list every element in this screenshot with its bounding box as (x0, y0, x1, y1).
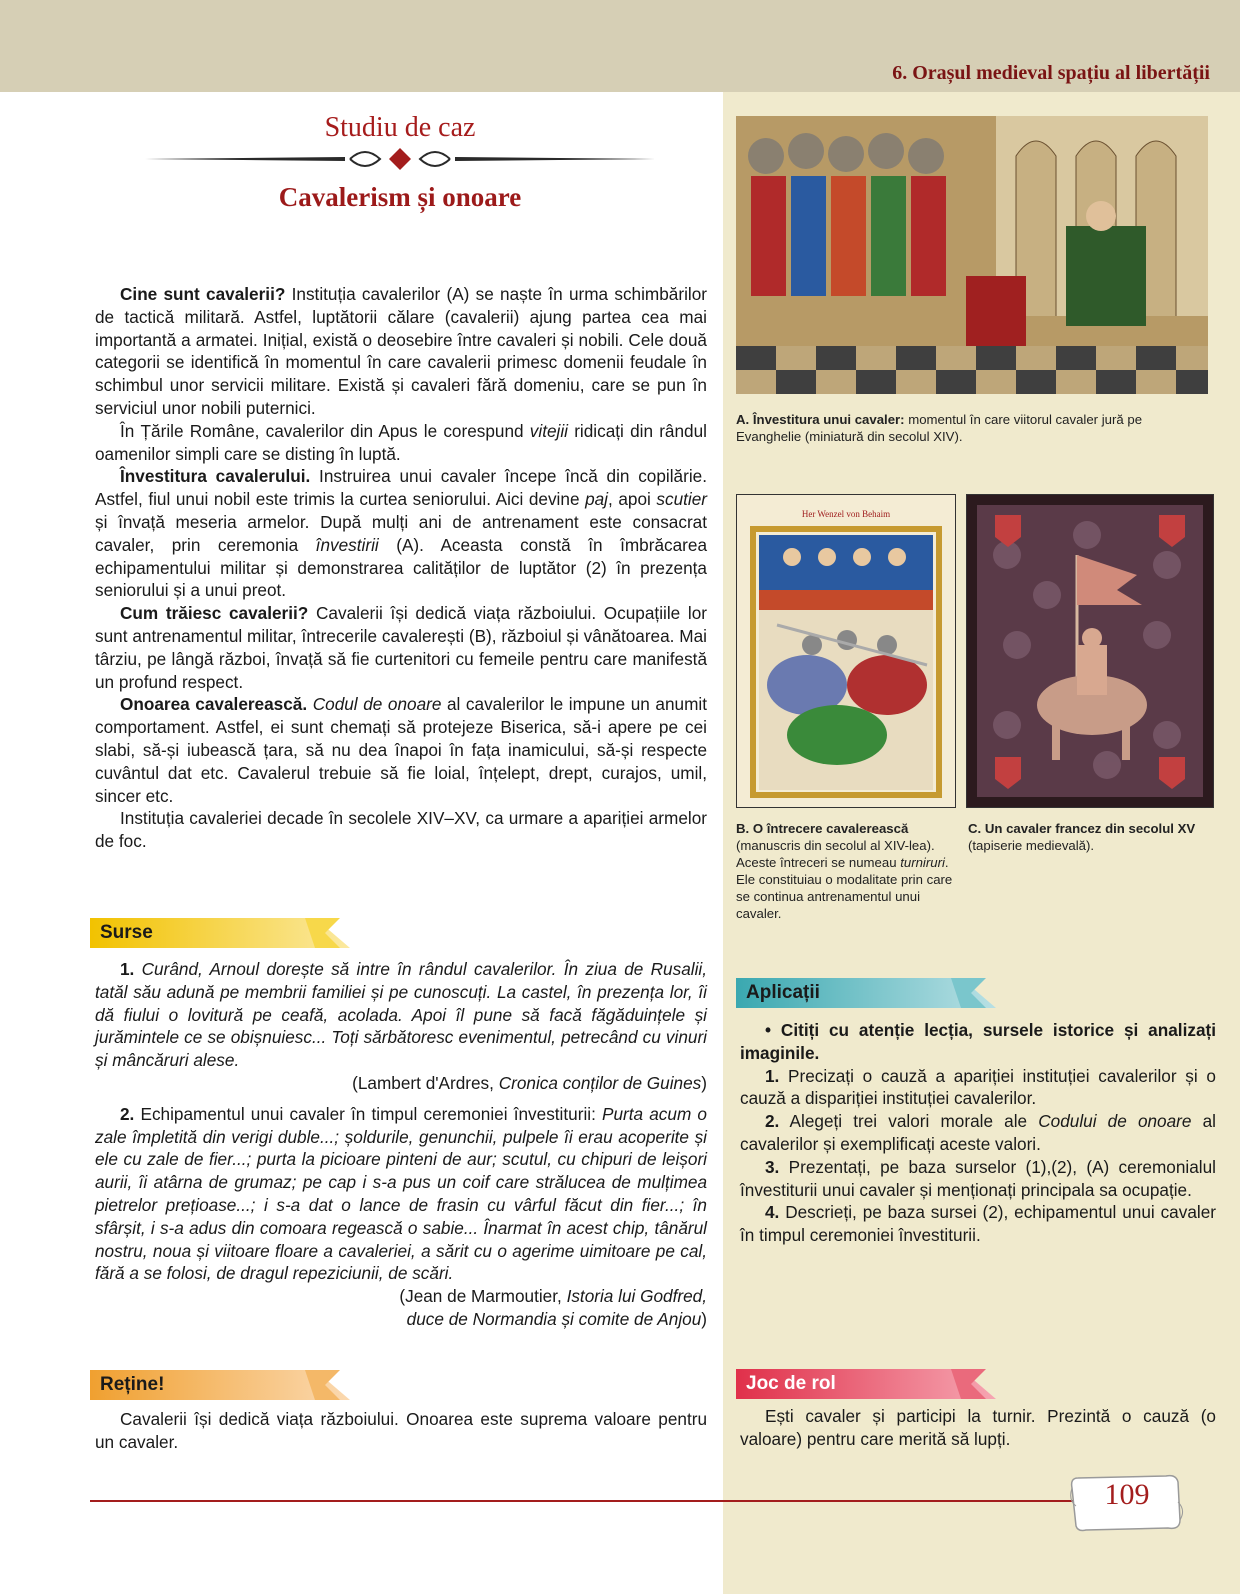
sources-text (95, 958, 707, 1331)
aplicatii-intro: • Citiți cu atenție lecția, sursele istorice și analizați imaginile. (740, 1020, 1216, 1063)
retine-text (95, 1408, 707, 1454)
aplicatii-text (740, 1019, 1216, 1247)
manuscript-heading: Her Wenzel von Behaim (801, 509, 891, 519)
aplicatii-banner: Aplicații (736, 978, 996, 1008)
chapter-title: 6. Orașul medieval spațiu al libertății (892, 62, 1210, 84)
figure-b-image (736, 494, 956, 808)
retine-paragraph: Cavalerii își dedică viața războiului. Onoarea este suprema valoare pentru un cavaler. (95, 1409, 707, 1452)
paragraph: Cine sunt cavalerii? Instituția cavalerilor (A) se naște în urma schimbărilor de tactică militară. Astfel, luptătorii călare (cavalerii) ajung partea cea mai importantă a armatei. Inițial, există o deosebire între cavaleri și nobili. Cele două categorii se identifică în momentul în care cavalerii primesc domenii feudale în schimbul unor servicii militare. Există și cavaleri fără domeniu, care se pun în serviciul unor nobili puternici. (95, 284, 708, 418)
retine-banner: Reține! (90, 1370, 350, 1400)
paragraph: Cum trăiesc cavalerii? Cavalerii își dedică viața războiului. Ocupațiile lor sunt antrenamentul militar, întrecerile cavalerești (B), războiul și vânătoarea. Mai târziu, pe lângă război, învață să fie curtenitori cu femeile pentru care manifestă un profund respect. (95, 603, 707, 692)
question: 4. Descrieți, pe baza sursei (2), echipamentul unui cavaler în timpul ceremoniei învestiturii. (740, 1202, 1216, 1246)
figure-a-image (736, 116, 1208, 394)
figure-c-caption: C. Un cavaler francez din secolul XV (tapiserie medievală). (968, 821, 1196, 853)
question: 2. Alegeți trei valori morale ale Codului de onoare al cavalerilor și exemplificați aceste valori. (740, 1111, 1216, 1154)
paragraph: Învestitura cavalerului. Instruirea unui cavaler începe încă din copilărie. Astfel, fiul unui nobil este trimis la curtea seniorului. Aici devine paj, apoi scutier și învață meseria armelor. După mulți ani de antrenament este consacrat cavaler, prin ceremonia învestirii (A). Aceasta constă în îmbrăcarea echipamentului militar și demonstrarea calităților de luptător (2) în prezența seniorului și a unui preot. (95, 466, 708, 601)
joc-paragraph: Ești cavaler și participi la turnir. Prezintă o cauză (o valoare) pentru care merită să lupți. (740, 1406, 1216, 1449)
source-1-author: (Lambert d'Ardres, Cronica conților de Guines) (352, 1072, 707, 1093)
main-text (95, 283, 707, 853)
footer-line (90, 1500, 1090, 1502)
figure-a-caption: A. Învestitura unui cavaler: momentul în care viitorul cavaler jură pe Evanghelie (miniatură din secolul XIV). (736, 412, 1143, 444)
surse-banner: Surse (90, 918, 350, 948)
figure-b-caption: B. O întrecere cavalerească (manuscris din secolul al XIV-lea). Aceste întreceri se numeau turniruri. Ele constituiau o modalitate prin care se continua antrenamentul unui cavaler. (736, 821, 953, 921)
section-label: Studiu de caz (324, 112, 476, 143)
joc-text (740, 1405, 1216, 1451)
figure-c-image (966, 494, 1214, 808)
joc-banner: Joc de rol (736, 1369, 996, 1399)
source-2: 2. Echipamentul unui cavaler în timpul ceremoniei învestiturii: Purta acum o zale împletită din verigi duble...; șoldurile, genunchii, pulpele îi erau acoperite și ele cu zale de fier...; purta la picioare pinteni de aur; scutul, cu chipuri de leișori aurii, îi atârna de grumaz; pe cap i s-a pus un coif care strălucea de mulțimea pietrelor prețioase...; i s-a dat o lance de frasin cu vârful făcut din fier...; în sfârșit, i s-a adus din comoara regească o sabie... Înarmat în acest chip, tânărul nostru, noua și viitoare floare a cavaleriei, a sărit cu o agerime uimitoare pe cal, fără a se folosi, de dragul repeziciunii, de scări. (95, 1103, 707, 1284)
question: 3. Prezentați, pe baza surselor (1),(2), (A) ceremonialul învestiturii unui cavaler și menționați principala sa ocupație. (740, 1156, 1216, 1200)
paragraph: În Țările Române, cavalerilor din Apus le corespund vitejii ridicați din rândul oamenilor simpli care se disting în luptă. (95, 420, 707, 464)
paragraph: Instituția cavaleriei decade în secolele XIV–XV, ca urmare a apariției armelor de foc. (95, 808, 707, 852)
paragraph: Onoarea cavalerească. Codul de onoare al cavalerilor le impune un anumit comportament. Astfel, ei sunt chemați să protejeze Biserica, să-i apere pe cei slabi, să-și iubească țara, să nu dea înapoi în fața inamicului, să-și respecte cuvântul dat etc. Cavalerul trebuie să fie loial, înțelept, drept, curajos, umil, sincer etc. (95, 694, 707, 806)
ornament-divider (145, 146, 655, 172)
source-1: 1. Curând, Arnoul dorește să intre în rândul cavalerilor. În ziua de Rusalii, tatăl său adună pe membrii familiei și pe cunoscuți. La castel, în prezența lor, îi dă fiului o lovitură pe ceafă, acolada. Apoi îl pune să facă făgăduințele și jurămintele ce se obișnuiesc... Toți sărbătoresc evenimentul, petrecând cu vinuri și mâncăruri alese. (95, 959, 707, 1071)
page-number: 109 (1104, 1478, 1150, 1511)
source-2-author: (Jean de Marmoutier, Istoria lui Godfred, duce de Normandia și comite de Anjou) (399, 1286, 707, 1329)
page-title: Cavalerism și onoare (278, 182, 522, 212)
question: 1. Precizați o cauză a apariției instituției cavalerilor și o cauză a dispariției instituției cavalerilor. (740, 1065, 1216, 1109)
